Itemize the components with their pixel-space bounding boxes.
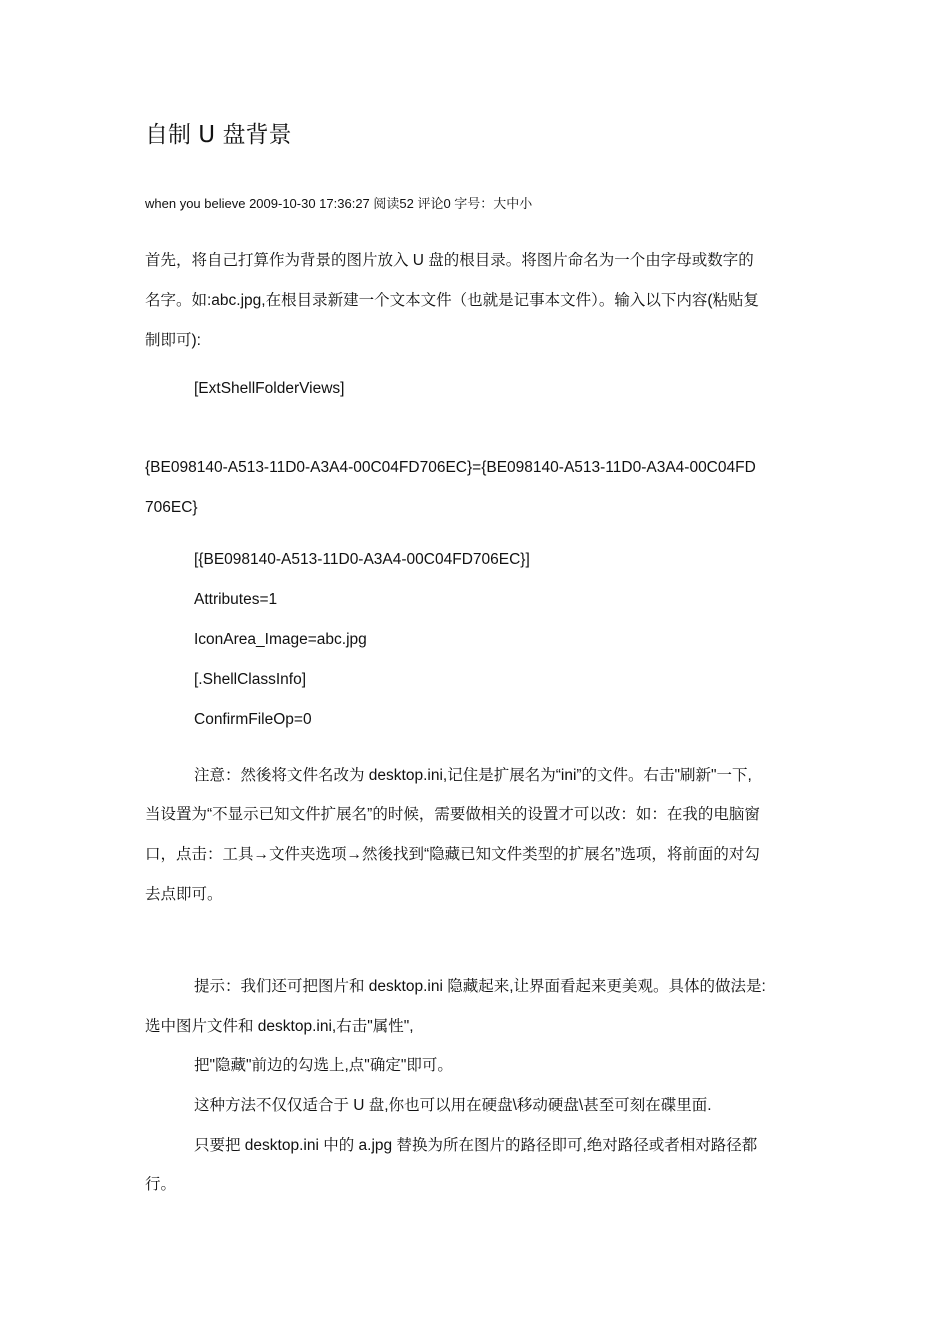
paragraph-line: 选中图片文件和 desktop.ini,右击"属性", bbox=[145, 1018, 414, 1035]
paragraph-line: 名字。如:abc.jpg,在根目录新建一个文本文件（也就是记事本文件）。输入以下内容(粘贴复 bbox=[145, 292, 760, 309]
paragraph-line: 注意：然後将文件名改为 desktop.ini,记住是扩展名为“ini”的文件。右击"刷新"一下, bbox=[194, 767, 752, 784]
paragraph-line: 把"隐藏"前边的勾选上,点"确定"即可。 bbox=[194, 1057, 453, 1074]
article-meta: when you believe 2009-10-30 17:36:27 阅读52 评论0 字号：大中小 bbox=[145, 196, 533, 211]
paragraph-line: 只要把 desktop.ini 中的 a.jpg 替换为所在图片的路径即可,绝对路径或者相对路径都 bbox=[194, 1137, 758, 1154]
paragraph-line: 制即可): bbox=[145, 332, 201, 349]
code-line: [ExtShellFolderViews] bbox=[194, 380, 345, 397]
code-line: Attributes=1 bbox=[194, 591, 278, 608]
code-line: 706EC} bbox=[145, 499, 198, 516]
code-line: [.ShellClassInfo] bbox=[194, 671, 306, 688]
code-line: IconArea_Image=abc.jpg bbox=[194, 631, 367, 648]
paragraph-line: 首先，将自己打算作为背景的图片放入 U 盘的根目录。将图片命名为一个由字母或数字的 bbox=[145, 252, 754, 269]
code-line: ConfirmFileOp=0 bbox=[194, 711, 312, 728]
code-line: [{BE098140-A513-11D0-A3A4-00C04FD706EC}] bbox=[194, 551, 530, 568]
code-line: {BE098140-A513-11D0-A3A4-00C04FD706EC}={BE098140-A513-11D0-A3A4-00C04FD bbox=[145, 459, 756, 476]
paragraph-line: 这种方法不仅仅适合于 U 盘,你也可以用在硬盘\移动硬盘\甚至可刻在碟里面. bbox=[194, 1097, 712, 1114]
article-title: 自制 U 盘背景 bbox=[145, 122, 292, 148]
paragraph-line: 去点即可。 bbox=[145, 886, 223, 903]
paragraph-line: 当设置为“不显示已知文件扩展名”的时候，需要做相关的设置才可以改：如：在我的电脑窗 bbox=[145, 806, 760, 823]
paragraph-line: 提示：我们还可把图片和 desktop.ini 隐藏起来,让界面看起来更美观。具体的做法是: bbox=[194, 978, 766, 995]
paragraph-line: 行。 bbox=[145, 1176, 177, 1193]
paragraph-line: 口，点击：工具→文件夹选项→然後找到“隐藏已知文件类型的扩展名”选项，将前面的对勾 bbox=[145, 846, 760, 863]
